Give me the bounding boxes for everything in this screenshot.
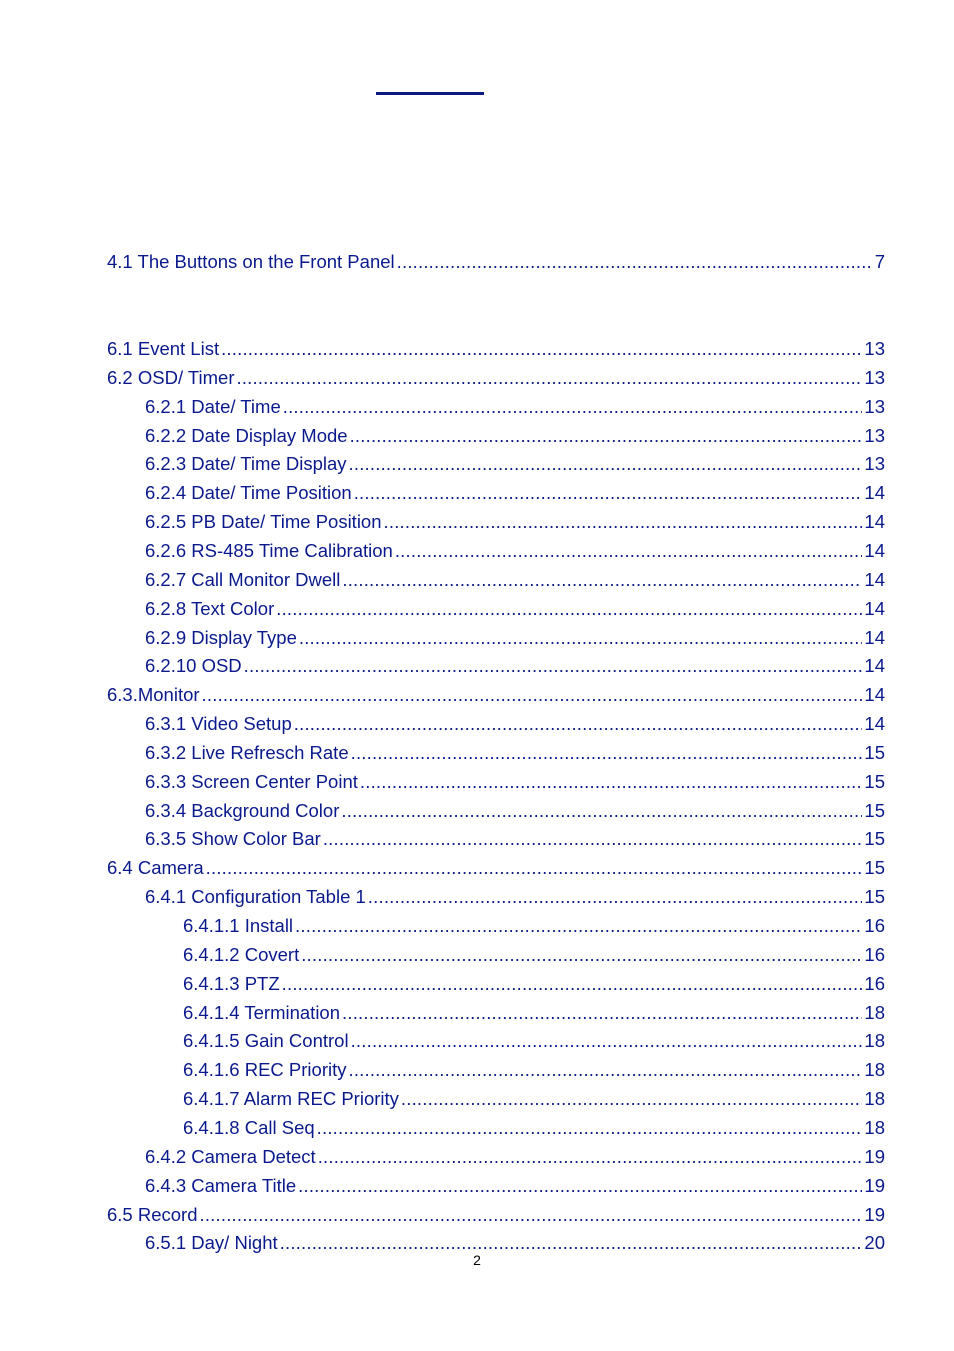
toc-link[interactable] [145,418,885,447]
toc-entry-label: 6.2.9 Display Type [145,626,297,648]
toc-entry [0,764,954,793]
toc-entry [0,533,954,562]
toc-dot-leader [341,800,862,822]
toc-link[interactable] [183,1052,885,1081]
toc-link[interactable] [183,1023,885,1052]
toc-entry-page: 14 [864,626,885,648]
toc-entry [0,908,954,937]
toc-dot-leader [351,742,863,764]
toc-link[interactable] [145,648,885,677]
toc-link[interactable] [145,446,885,475]
toc-entry [0,591,954,620]
toc-link[interactable] [145,591,885,620]
toc-dot-leader [348,1059,862,1081]
toc-link[interactable] [145,706,885,735]
toc-entry-label: 6.2.7 Call Monitor Dwell [145,568,341,590]
toc-entry-label: 6.3.3 Screen Center Point [145,770,358,792]
toc-link[interactable] [107,677,885,706]
toc-entry [0,648,954,677]
toc-entry-page: 18 [864,1030,885,1052]
toc-link[interactable] [145,879,885,908]
toc-entry [0,1081,954,1110]
toc-entry-page: 14 [864,568,885,590]
toc-entry-page: 18 [864,1001,885,1023]
toc-entry-label: 6.4 Camera [107,857,204,879]
toc-entry [0,793,954,822]
toc-entry-page: 20 [864,1232,885,1254]
toc-link[interactable] [183,966,885,995]
toc-entry [0,418,954,447]
toc-link[interactable] [145,735,885,764]
toc-entry-page: 14 [864,482,885,504]
toc-entry-page: 14 [864,597,885,619]
toc-entry-label: 6.4.1.4 Termination [183,1001,341,1023]
header-rule [376,92,484,95]
toc-entry-page: 14 [864,684,885,706]
toc-link[interactable] [183,937,885,966]
toc-dot-leader [206,857,863,879]
toc-entry-label: 6.3.2 Live Refresch Rate [145,741,349,763]
toc-entry-page: 19 [864,1203,885,1225]
toc-entry-page: 13 [864,395,885,417]
toc-entry [0,504,954,533]
toc-dot-leader [368,886,863,908]
toc-entry-label: 6.4.1.7 Alarm REC Priority [183,1088,399,1110]
toc-dot-leader [276,598,862,620]
toc-entry [0,244,954,273]
toc-entry [0,677,954,706]
toc-dot-leader [294,713,863,735]
toc-dot-leader [202,684,863,706]
toc-link[interactable] [145,620,885,649]
toc-entry-label: 6.4.1.3 PTZ [183,972,280,994]
toc-entry-label: 6.4.1.5 Gain Control [183,1030,349,1052]
toc-link[interactable] [107,850,885,879]
toc-entry-label: 6.5 Record [107,1203,198,1225]
toc-entry-label: 6.1 Event List [107,338,220,359]
page-number: 2 [473,1252,481,1268]
toc-entry [0,1139,954,1168]
toc-dot-leader [395,540,863,562]
toc-entry-label: 6.4.2 Camera Detect [145,1145,316,1167]
toc-link[interactable] [145,504,885,533]
toc-dot-leader [350,425,863,447]
toc-link[interactable] [145,475,885,504]
toc-entry-label: 6.2.1 Date/ Time [145,395,281,417]
toc-link[interactable] [107,360,885,389]
toc-dot-leader [401,1088,863,1110]
toc-link[interactable] [145,389,885,418]
toc-entry-label: 6.4.1.8 Call Seq [183,1116,315,1138]
toc-entry [0,331,954,360]
toc-link[interactable] [145,562,885,591]
toc-link[interactable] [107,331,885,360]
toc-dot-leader [299,627,863,649]
toc-entry-page: 14 [864,539,885,561]
toc-entry-page: 13 [864,453,885,475]
toc-entry-page: 18 [864,1088,885,1110]
toc-entry-label: 6.2.6 RS-485 Time Calibration [145,539,393,561]
toc-entry [0,706,954,735]
toc-dot-leader [342,1002,862,1024]
toc-dot-leader [236,367,862,389]
toc-entry [0,1225,954,1254]
toc-entry-label: 6.3.5 Show Color Bar [145,828,321,850]
toc-entry-label: 6.2.8 Text Color [145,597,275,619]
toc-dot-leader [318,1146,863,1168]
toc-dot-leader [397,251,873,273]
toc-entry-page: 13 [864,424,885,446]
toc-link[interactable] [145,764,885,793]
toc-entry-label: 6.2.5 PB Date/ Time Position [145,511,382,533]
toc-entry-page: 15 [864,828,885,850]
toc-entry [0,1052,954,1081]
toc-dot-leader [301,944,862,966]
toc-entry-page: 15 [864,799,885,821]
toc-entry-page: 15 [864,857,885,879]
toc-dot-leader [295,915,862,937]
toc-entry [0,735,954,764]
toc-dot-leader [342,569,862,591]
toc-dot-leader [349,453,863,475]
toc-entry [0,966,954,995]
toc-entry [0,360,954,389]
toc-link[interactable] [183,1081,885,1110]
toc-dot-leader [282,973,863,995]
toc-entry-label: 6.3.1 Video Setup [145,713,292,735]
toc-entry-page: 19 [864,1174,885,1196]
toc-entry-label: 6.3.Monitor [107,684,200,706]
toc-entry-label: 6.4.1.6 REC Priority [183,1059,347,1081]
toc-dot-leader [283,396,863,418]
toc-entry-label: 6.2.2 Date Display Mode [145,424,348,446]
toc-link[interactable] [145,1225,885,1254]
toc-dot-leader [221,338,862,360]
toc-entry-label: 6.2.4 Date/ Time Position [145,482,352,504]
toc-dot-leader [244,655,863,677]
toc-entry-page: 14 [864,713,885,735]
toc-dot-leader [200,1204,863,1226]
toc-entry-page: 16 [864,943,885,965]
toc-entry-page: 15 [864,741,885,763]
toc-entry-page: 16 [864,972,885,994]
toc-entry-label: 6.3.4 Background Color [145,799,340,821]
toc-entry-page: 13 [864,366,885,388]
toc-dot-leader [351,1030,863,1052]
toc-entry-label: 6.4.1.1 Install [183,915,294,936]
toc-entry [0,446,954,475]
toc-dot-leader [354,482,863,504]
toc-dot-leader [323,828,863,850]
toc-entry [0,821,954,850]
toc-link[interactable] [145,1168,885,1197]
toc-entry [0,620,954,649]
toc-link[interactable] [145,821,885,850]
toc-entry-page: 14 [864,511,885,533]
toc-entry-label: 6.5.1 Day/ Night [145,1232,278,1254]
toc-entry [0,937,954,966]
toc-dot-leader [298,1175,862,1197]
toc-entry [0,389,954,418]
toc-entry-page: 18 [864,1059,885,1081]
toc-entry-label: 4.1 The Buttons on the Front Panel [107,251,395,272]
toc-entry-page: 15 [864,770,885,792]
toc-entry [0,995,954,1024]
toc-dot-leader [384,511,863,533]
toc-entry [0,879,954,908]
toc-entry-page: 15 [864,886,885,908]
toc-entry-label: 6.4.1 Configuration Table 1 [145,886,366,908]
toc-link[interactable] [145,1139,885,1168]
toc-entry [0,1168,954,1197]
toc-entry-page: 19 [864,1145,885,1167]
toc-dot-leader [317,1117,863,1139]
toc-entry-page: 16 [864,915,885,936]
toc-entry [0,475,954,504]
toc-entry-page: 18 [864,1116,885,1138]
toc-entry-label: 6.4.1.2 Covert [183,943,300,965]
toc-entry-label: 6.2 OSD/ Timer [107,366,235,388]
toc-entry [0,1023,954,1052]
toc-entry [0,562,954,591]
toc-link[interactable] [145,793,885,822]
toc-entry-page: 7 [874,251,885,272]
toc-link[interactable] [145,533,885,562]
toc-entry-label: 6.2.10 OSD [145,655,242,677]
toc-dot-leader [360,771,863,793]
toc-link[interactable] [183,1110,885,1139]
toc-entry [0,1197,954,1226]
toc-entry [0,1110,954,1139]
toc-entry [0,850,954,879]
toc-link[interactable] [183,908,885,937]
toc-link[interactable] [107,244,885,273]
toc-entry-page: 14 [864,655,885,677]
toc-link[interactable] [107,1197,885,1226]
toc-entry-label: 6.4.3 Camera Title [145,1174,297,1196]
toc-link[interactable] [183,995,885,1024]
toc-entry-label: 6.2.3 Date/ Time Display [145,453,347,475]
toc-entry-page: 13 [864,338,885,359]
